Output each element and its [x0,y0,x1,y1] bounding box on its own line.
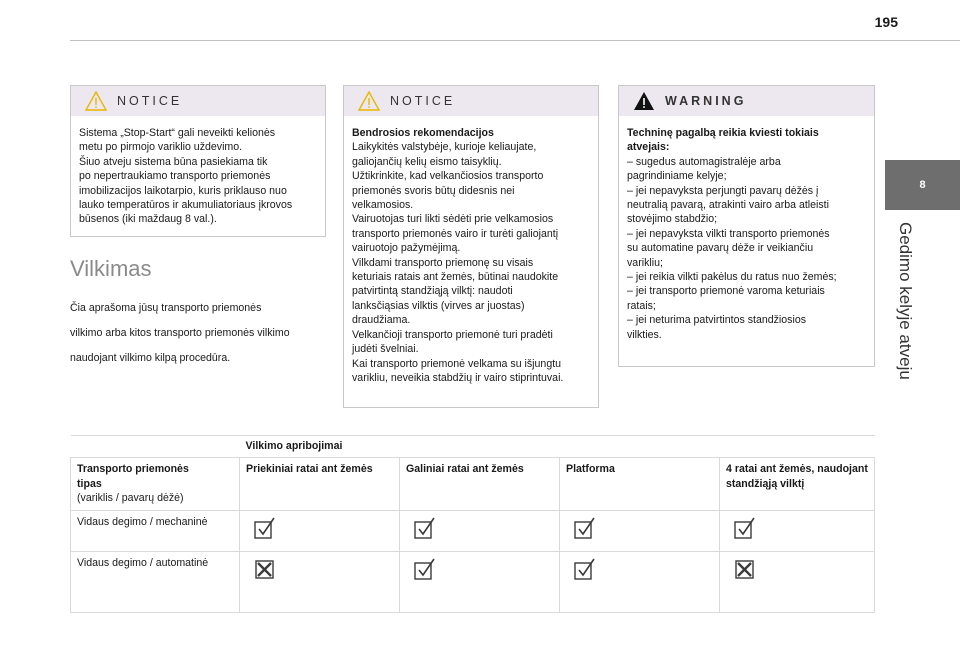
notice-line: transporto priemonės vairo ir turėti galiojantį [352,227,559,240]
warning-line: varikliu; [627,256,663,269]
notice-line: keturiais ratais ant žemės, būtinai naudokite [352,271,559,284]
notice-line: metu po pirmojo variklio uždevimo. [79,141,243,154]
notice-heading: NOTICE [117,94,183,108]
warning-line: – sugedus automagistralėje arba [627,155,781,168]
check-icon [414,517,436,539]
notice-line: Šiuo atveju sistema būna pasiekiama tik [79,155,268,168]
notice-line: vairuotojo pažymėjimą. [352,242,461,255]
warning-line: su automatine pavarų dėže ir veikiančiu [627,242,814,255]
section-line: naudojant vilkimo kilpą procedūra. [70,351,231,364]
status-cell [720,510,875,551]
vehicle-type-label-2: tipas [77,477,102,490]
top-divider [70,40,960,41]
section-line: vilkimo arba kitos transporto priemonės vilkimo [70,326,290,339]
warning-triangle-icon [633,91,655,111]
check-icon [254,517,276,539]
notice-line: Vilkdami transporto priemonę su visais [352,256,534,269]
notice-line: Laikykitės valstybėje, kurioje keliaujate, [352,141,537,154]
status-cell [240,551,400,612]
notice-body [344,116,598,385]
section-line: Čia aprašoma jūsų transporto priemonės [70,301,262,314]
status-cell [720,551,875,612]
warning-line: stovėjimo stabdžio; [627,213,718,226]
section-text [70,290,330,376]
notice-triangle-icon [358,91,380,111]
notice-line: Kai transporto priemonė velkama su išjungtu [352,357,562,370]
row-label: Vidaus degimo / automatinė [71,551,240,612]
status-cell [400,551,560,612]
chapter-tab[interactable]: 8 [885,160,960,210]
notice-line: Sistema „Stop-Start“ gali neveikti kelionės [79,127,276,139]
warning-box [618,85,875,367]
notice-box-general [343,85,599,408]
cross-icon [254,558,276,580]
status-cell [400,510,560,551]
check-icon [574,558,596,580]
warning-line: neutralią pavarą, atrakinti vairo arba atleisti [627,199,829,212]
notice-line: judėti švelniai. [352,343,419,356]
notice-line: lauko temperatūros ir akumuliatoriaus įkrovos [79,199,293,212]
warning-line: – jei reikia vilkti pakėlus du ratus nuo žemės; [627,271,837,284]
notice-title: Bendrosios rekomendacijos [352,127,494,139]
warning-title-line: Techninę pagalbą reikia kviesti tokiais [627,127,819,139]
chapter-title: Gedimo kelyje atveju [896,222,915,380]
vehicle-type-sub: (variklis / pavarų dėžė) [77,492,184,505]
warning-line: – jei transporto priemonė varoma keturiais [627,285,825,298]
notice-header [344,86,598,116]
notice-heading: NOTICE [390,94,456,108]
notice-line: būsenos (iki maždaug 8 val.). [79,213,217,226]
warning-header [619,86,874,116]
table-row [71,551,875,612]
vehicle-type-label-1: Transporto priemonės [77,463,189,476]
notice-line: velkamosios. [352,199,414,212]
warning-body [619,116,874,342]
warning-heading: WARNING [665,94,747,108]
table-row [71,510,875,551]
row-label: Vidaus degimo / mechaninė [71,510,240,551]
notice-line: varikliu, neveikia stabdžių ir vairo stiprintuvai. [352,371,564,384]
vehicle-type-header [71,458,240,510]
notice-line: patvirtintą standžiąją vilktį: naudoti [352,285,513,298]
warning-line: – jei nepavyksta vilkti transporto priemonės [627,227,830,240]
page-number: 195 [874,14,898,30]
warning-line: – jei neturima patvirtintos standžiosios [627,314,807,327]
table-caption: Vilkimo apribojimai [240,436,875,458]
status-cell [560,551,720,612]
notice-header [71,86,325,116]
notice-line: Velkančioji transporto priemonė turi pradėti [352,328,553,341]
notice-line: draudžiama. [352,314,411,327]
notice-line: imobilizacijos laikotarpio, kuris priklauso nuo [79,184,287,197]
notice-line: po nepertraukiamo transporto priemonės [79,170,271,183]
notice-line: Užtikrinkite, kad velkančiosios transporto [352,170,544,183]
status-cell [560,510,720,551]
warning-line: – jei nepavyksta perjungti pavarų dėžės į [627,184,819,197]
col-platform: Platforma [560,458,720,510]
section-title: Vilkimas [70,256,152,281]
check-icon [574,517,596,539]
notice-line: Vairuotojas turi likti sėdėti prie velkamosios [352,213,554,226]
warning-line: ratais; [627,299,656,312]
notice-triangle-icon [85,91,107,111]
status-cell [240,510,400,551]
warning-line: vilkties. [627,328,662,341]
notice-box-stop-start [70,85,326,237]
notice-body [71,116,325,227]
towing-restrictions-table [70,435,875,613]
check-icon [734,517,756,539]
warning-line: pagrindiniame kelyje; [627,170,727,183]
notice-line: lanksčiąsias vilktis (virves ar juostas) [352,299,525,312]
col-front-wheels: Priekiniai ratai ant žemės [240,458,400,510]
cross-icon [734,558,756,580]
check-icon [414,558,436,580]
table-corner [71,436,240,458]
col-rear-wheels: Galiniai ratai ant žemės [400,458,560,510]
warning-title-line: atvejais: [627,141,670,154]
notice-line: galiojančių kelių eismo taisyklių. [352,155,502,168]
col-four-wheels: 4 ratai ant žemės, naudojant standžiąją vilktį [720,458,875,510]
notice-line: priemonės svoris būtų didesnis nei [352,184,515,197]
